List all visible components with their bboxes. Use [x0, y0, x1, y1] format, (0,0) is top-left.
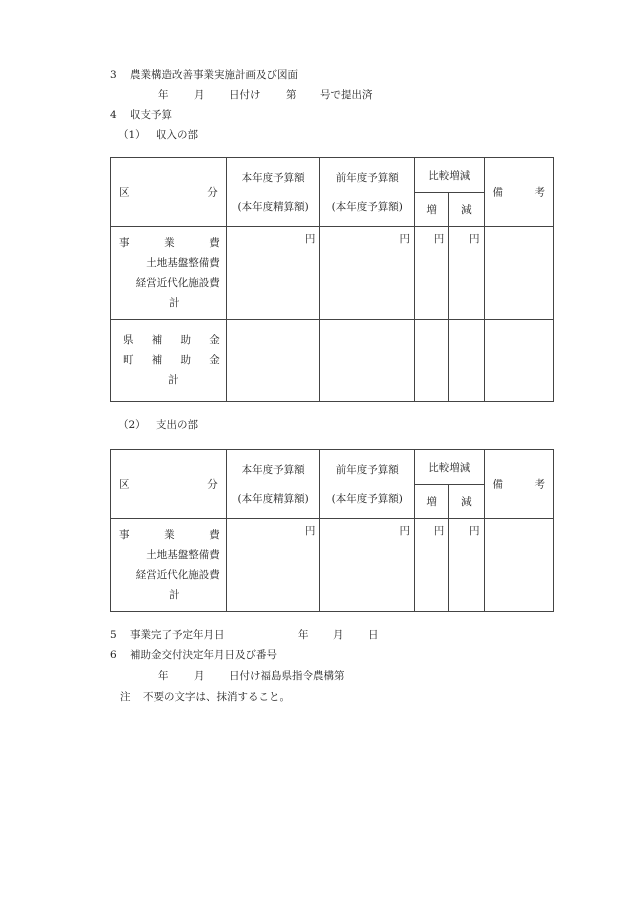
expense-title: 支出の部 — [156, 419, 198, 431]
header-current-budget: 本年度予算額 (本年度精算額) — [226, 158, 320, 227]
income-table — [110, 157, 554, 402]
section5-number: 5 — [110, 629, 117, 641]
list-item: 事 業 費 — [119, 237, 220, 249]
unit-cell: 円 — [449, 519, 484, 612]
header-previous-budget: 前年度予算額 (本年度予算額) — [320, 158, 415, 227]
section3-title: 農業構造改善事業実施計画及び図面 — [130, 69, 298, 81]
section3-year: 年 — [158, 89, 169, 101]
section6-title: 補助金交付決定年月日及び番号 — [130, 649, 277, 661]
expense-table — [110, 449, 554, 612]
income-block1-items — [111, 227, 227, 320]
section6-month: 月 — [194, 670, 205, 682]
unit-cell: 円 — [320, 227, 415, 320]
remarks-cell — [484, 519, 554, 612]
section4-title: 収支予算 — [130, 109, 172, 121]
section5-day: 日 — [368, 629, 379, 641]
section6-year: 年 — [158, 670, 169, 682]
header-increase: 増 — [415, 485, 449, 519]
unit-cell: 円 — [415, 227, 449, 320]
unit-cell: 円 — [449, 227, 484, 320]
note-text: 不要の文字は、抹消すること。 — [143, 691, 290, 703]
unit-cell: 円 — [320, 519, 415, 612]
header-remarks: 備 考 — [484, 158, 554, 227]
list-item: 計 — [168, 374, 179, 386]
section6-number: 6 — [110, 649, 117, 661]
section4-number: 4 — [110, 109, 117, 121]
income-label: （1） — [118, 129, 146, 141]
header-previous-budget: 前年度予算額 (本年度予算額) — [320, 450, 415, 519]
section3-go: 号で提出済 — [320, 89, 373, 101]
remarks-cell — [484, 227, 554, 320]
section3-number: 3 — [110, 69, 117, 81]
list-item: 経営近代化施設費 — [135, 277, 220, 289]
income-title: 収入の部 — [156, 129, 198, 141]
unit-cell: 円 — [226, 519, 320, 612]
unit-cell: 円 — [226, 227, 320, 320]
header-compare: 比較増減 — [415, 158, 484, 193]
header-compare: 比較増減 — [415, 450, 484, 485]
header-decrease: 減 — [449, 485, 484, 519]
section3-month: 月 — [194, 89, 205, 101]
header-kubun: 区 分 — [111, 158, 227, 227]
list-item: 計 — [169, 297, 180, 309]
income-block2-items — [111, 320, 227, 402]
list-item: 土地基盤整備費 — [146, 257, 220, 269]
expense-label: （2） — [118, 419, 146, 431]
list-item: 県 補 助 金 — [123, 334, 220, 346]
section5-title: 事業完了予定年月日 — [130, 629, 225, 641]
section5-year: 年 — [298, 629, 309, 641]
header-remarks: 備 考 — [484, 450, 554, 519]
section3-dated: 日付け — [229, 89, 261, 101]
header-decrease: 減 — [449, 193, 484, 227]
list-item: 土地基盤整備費 — [146, 549, 220, 561]
header-current-budget: 本年度予算額 (本年度精算額) — [226, 450, 320, 519]
header-increase: 増 — [415, 193, 449, 227]
list-item: 経営近代化施設費 — [135, 569, 220, 581]
list-item: 計 — [169, 589, 180, 601]
expense-items — [111, 519, 227, 612]
unit-cell: 円 — [415, 519, 449, 612]
list-item: 事 業 費 — [119, 529, 220, 541]
list-item: 町 補 助 金 — [123, 354, 220, 366]
header-kubun: 区 分 — [111, 450, 227, 519]
section3-dai: 第 — [286, 89, 297, 101]
note-label: 注 — [120, 691, 131, 703]
section5-month: 月 — [333, 629, 344, 641]
section6-text: 日付け福島県指令農構第 — [229, 670, 345, 682]
